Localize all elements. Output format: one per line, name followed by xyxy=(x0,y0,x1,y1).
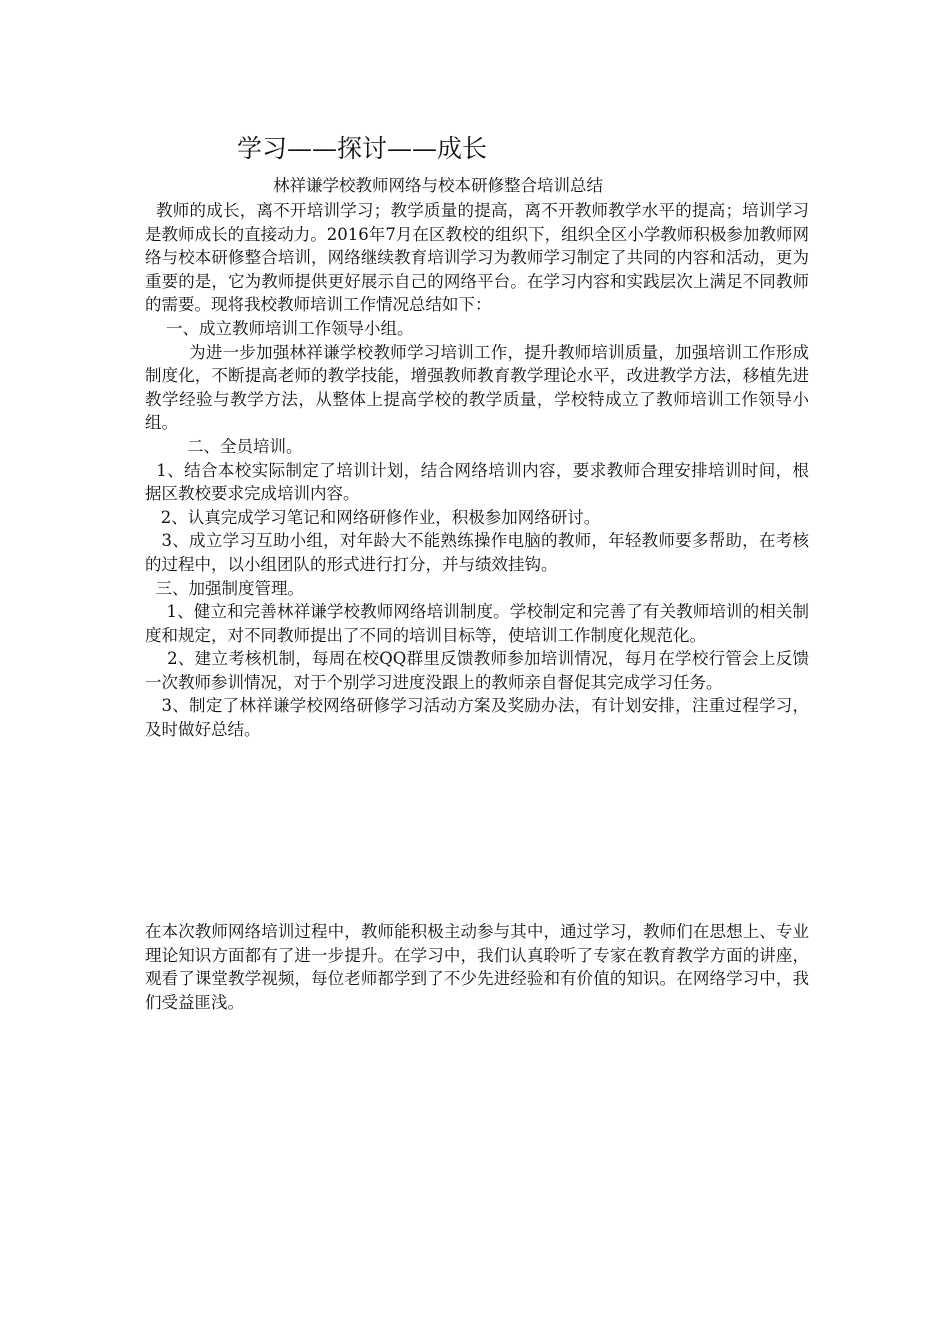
paragraph-item-3-3: 3、制定了林祥谦学校网络研修学习活动方案及奖励办法，有计划安排，注重过程学习，及时做好总结。 xyxy=(145,696,809,740)
document-subtitle: 林祥谦学校教师网络与校本研修整合培训总结 xyxy=(273,176,603,195)
paragraph-item-3-1: 1、健立和完善林祥谦学校教师网络培训制度。学校制定和完善了有关教师培训的相关制度和规定，对不同教师提出了不同的培训目标等，使培训工作制度化规范化。 xyxy=(145,602,810,645)
section-heading-2: 二、全员培训。 xyxy=(145,436,303,456)
section-heading-1: 一、成立教师培训工作领导小组。 xyxy=(145,318,414,338)
paragraph-item-2-3: 3、成立学习互助小组，对年龄大不能熟练操作电脑的教师，年轻教师要多帮助，在考核的过程中，以小组团队的形式进行打分，并与绩效挂钩。 xyxy=(145,531,809,574)
paragraph-item-3-2: 2、建立考核机制，每周在校QQ群里反馈教师参加培训情况，每月在学校行管会上反馈一次教师参训情况，对于个别学习进度没跟上的教师亲自督促其完成学习任务。 xyxy=(145,649,809,692)
section-heading-3: 三、加强制度管理。 xyxy=(145,578,304,598)
document-title: 学习——探讨——成长 xyxy=(237,134,488,163)
paragraph-closing: 在本次教师网络培训过程中，教师能积极主动参与其中，通过学习，教师们在思想上、专业理论知识方面都有了进一步提升。在学习中，我们认真聆听了专家在教育教学方面的讲座，观看了课堂教学视频，每位老师都学到了不少先进经验和有价值的知识。在网络学习中，我们受益匪浅。 xyxy=(145,922,809,1012)
paragraph-section-1: 为进一步加强林祥谦学校教师学习培训工作，提升教师培训质量，加强培训工作形成制度化，不断提高老师的教学技能，增强教师教育教学理论水平，改进教学方法，移植先进教学经验与教学方法，从整体上提高学校的教学质量，学校特成立了教师培训工作领导小组。 xyxy=(145,342,809,433)
closing-section xyxy=(145,920,809,1014)
paragraph-item-2-2: 2、认真完成学习笔记和网络研修作业，积极参加网络研讨。 xyxy=(145,507,601,527)
paragraph-item-2-1: 1、结合本校实际制定了培训计划，结合网络培训内容，要求教师合理安排培训时间，根据区教校要求完成培训内容。 xyxy=(145,460,809,504)
document-body xyxy=(145,199,809,742)
paragraph-intro: 教师的成长，离不开培训学习；教学质量的提高，离不开教师教学水平的提高；培训学习是教师成长的直接动力。2016年7月在区教校的组织下，组织全区小学教师积极参加教师网络与校本研修整合培训，网络继续教育培训学习为教师学习制定了共同的内容和活动，更为重要的是，它为教师提供更好展示自己的网络平台。在学习内容和实践层次上满足不同教师的需要。现将我校教师培训工作情况总结如下： xyxy=(145,201,809,315)
